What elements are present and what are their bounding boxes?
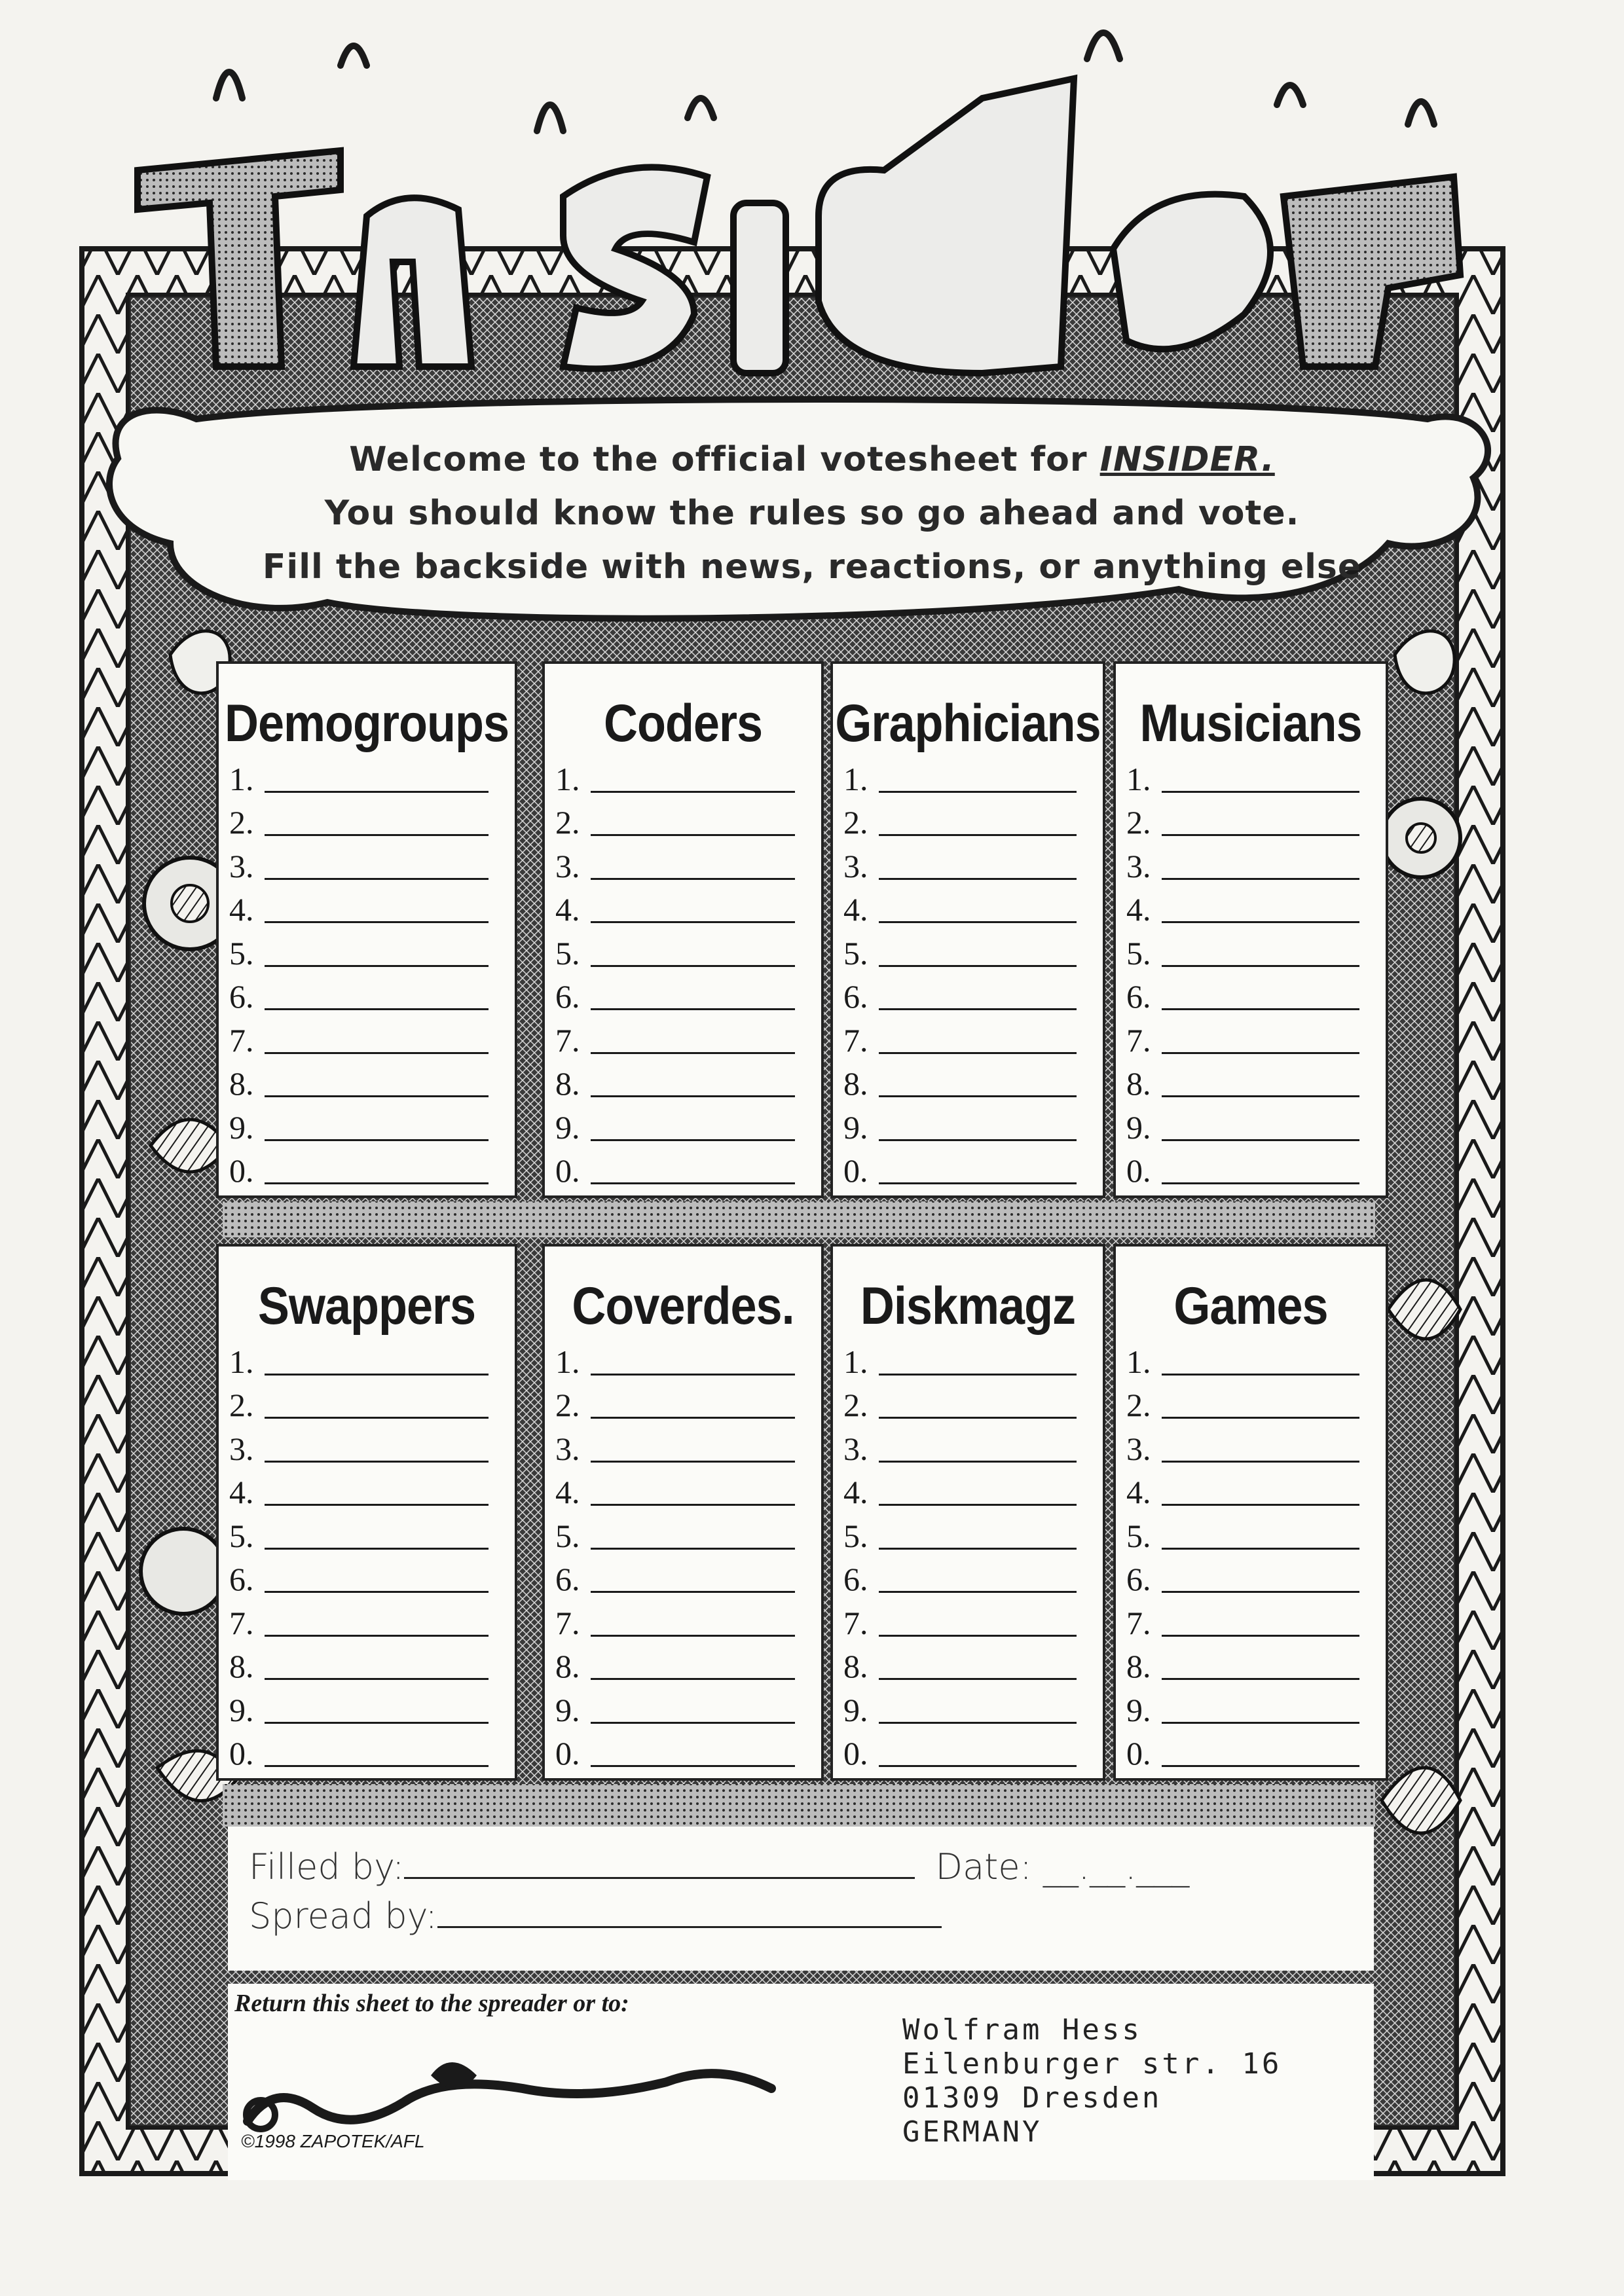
vote-slot[interactable] — [229, 974, 489, 1017]
slot-blank-line[interactable] — [265, 1182, 489, 1184]
slot-number: 0. — [229, 1152, 254, 1189]
vote-slot[interactable] — [843, 1104, 1077, 1148]
slot-blank-line[interactable] — [879, 1765, 1077, 1767]
slot-number: 1. — [1126, 760, 1151, 797]
slot-number: 5. — [1126, 934, 1151, 972]
slot-number: 2. — [843, 804, 868, 841]
address-country: GERMANY — [902, 2115, 1043, 2149]
vote-slot[interactable] — [1126, 1686, 1359, 1730]
slot-blank-line[interactable] — [879, 1182, 1077, 1184]
slot-number: 5. — [843, 934, 868, 972]
vote-slot[interactable] — [229, 886, 489, 930]
vote-slot[interactable] — [843, 1686, 1077, 1730]
copyright-notice: ©1998 ZAPOTEK/AFL — [241, 2131, 425, 2151]
slot-blank-line[interactable] — [879, 1722, 1077, 1724]
slot-blank-line[interactable] — [265, 1052, 489, 1054]
vote-slot[interactable] — [229, 1643, 489, 1687]
slot-number: 0. — [555, 1152, 580, 1189]
slot-blank-line[interactable] — [1162, 878, 1359, 880]
slot-number: 8. — [843, 1648, 868, 1685]
insider-brand-text: INSIDER. — [1099, 440, 1275, 479]
vote-slot[interactable] — [1126, 1338, 1359, 1382]
category-box-coders — [542, 661, 824, 1198]
slot-number: 9. — [555, 1691, 580, 1728]
slot-blank-line[interactable] — [879, 921, 1077, 923]
slot-number: 3. — [555, 847, 580, 884]
slot-blank-line[interactable] — [879, 1461, 1077, 1463]
slot-blank-line[interactable] — [1162, 1182, 1359, 1184]
intro-line-3: Fill the backside with news, reactions, or anything else — [262, 547, 1362, 587]
slot-number: 6. — [843, 978, 868, 1015]
vote-slot[interactable] — [229, 1338, 489, 1382]
vote-slot[interactable] — [555, 843, 795, 886]
vote-slot[interactable] — [229, 1686, 489, 1730]
slot-blank-line[interactable] — [1162, 1417, 1359, 1419]
slot-number: 7. — [229, 1604, 254, 1641]
slot-number: 2. — [843, 1387, 868, 1423]
slot-number: 2. — [229, 804, 254, 841]
intro-line-1-text: Welcome to the official votesheet for — [349, 440, 1100, 479]
slot-number: 4. — [229, 1474, 254, 1510]
vote-slot[interactable] — [843, 1017, 1077, 1061]
slot-number: 8. — [229, 1065, 254, 1102]
vote-slot[interactable] — [1126, 1512, 1359, 1556]
slot-blank-line[interactable] — [591, 1635, 795, 1637]
address-street: Eilenburger str. 16 — [902, 2047, 1282, 2081]
date-label: Date: — [935, 1846, 1032, 1887]
slot-blank-line[interactable] — [591, 1139, 795, 1141]
slot-blank-line[interactable] — [591, 1374, 795, 1376]
intro-line-2: You should know the rules so go ahead and vote. — [324, 494, 1300, 533]
slot-number: 9. — [843, 1691, 868, 1728]
slot-blank-line[interactable] — [265, 1095, 489, 1097]
slot-number: 0. — [229, 1735, 254, 1772]
vote-slot[interactable] — [843, 1599, 1077, 1643]
slot-number: 0. — [843, 1152, 868, 1189]
vote-slot[interactable] — [555, 1512, 795, 1556]
slot-blank-line[interactable] — [591, 1504, 795, 1506]
spread-by-row — [249, 1895, 942, 1937]
slot-blank-line[interactable] — [879, 1095, 1077, 1097]
vote-slot[interactable] — [555, 1061, 795, 1104]
vote-slot[interactable] — [555, 1104, 795, 1148]
slot-blank-line[interactable] — [1162, 921, 1359, 923]
category-box-musicians — [1113, 661, 1388, 1198]
slot-blank-line[interactable] — [265, 834, 489, 836]
vote-slot[interactable] — [1126, 1104, 1359, 1148]
date-field[interactable]: __.__.___ — [1043, 1846, 1190, 1887]
slot-blank-line[interactable] — [879, 878, 1077, 880]
slot-number: 0. — [1126, 1152, 1151, 1189]
slot-blank-line[interactable] — [879, 1052, 1077, 1054]
vote-slot[interactable] — [229, 1148, 489, 1192]
slot-blank-line[interactable] — [1162, 1722, 1359, 1724]
slot-number: 9. — [229, 1108, 254, 1146]
slot-blank-line[interactable] — [265, 791, 489, 793]
vote-slot[interactable] — [555, 886, 795, 930]
vote-slot[interactable] — [1126, 756, 1359, 799]
slot-number: 4. — [1126, 1474, 1151, 1510]
slot-blank-line[interactable] — [591, 1008, 795, 1010]
slot-number: 8. — [1126, 1648, 1151, 1685]
vote-slot[interactable] — [555, 1382, 795, 1426]
slot-number: 5. — [1126, 1517, 1151, 1554]
slot-blank-line[interactable] — [1162, 1591, 1359, 1593]
filled-by-row — [249, 1846, 1189, 1887]
slot-number: 5. — [555, 934, 580, 972]
vote-slot[interactable] — [843, 1643, 1077, 1687]
slot-number: 3. — [555, 1430, 580, 1467]
vote-slot-list — [1126, 1338, 1359, 1774]
slot-number: 2. — [1126, 804, 1151, 841]
slot-blank-line[interactable] — [265, 1635, 489, 1637]
vote-slot[interactable] — [229, 930, 489, 974]
slot-blank-line[interactable] — [591, 1591, 795, 1593]
slot-blank-line[interactable] — [265, 1722, 489, 1724]
slot-number: 9. — [843, 1108, 868, 1146]
vote-slot[interactable] — [843, 974, 1077, 1017]
slot-blank-line[interactable] — [265, 965, 489, 967]
slot-number: 6. — [1126, 1561, 1151, 1597]
slot-blank-line[interactable] — [265, 1548, 489, 1550]
slot-blank-line[interactable] — [591, 1182, 795, 1184]
vote-slot[interactable] — [843, 843, 1077, 886]
signature-form — [228, 1827, 1374, 1971]
slot-number: 3. — [1126, 847, 1151, 884]
slot-number: 4. — [843, 891, 868, 928]
slot-blank-line[interactable] — [265, 1417, 489, 1419]
slot-blank-line[interactable] — [879, 1504, 1077, 1506]
category-box-coverdes — [542, 1244, 824, 1781]
vote-slot[interactable] — [229, 1382, 489, 1426]
slot-number: 8. — [555, 1065, 580, 1102]
filled-by-field[interactable] — [404, 1851, 915, 1879]
slot-number: 1. — [843, 760, 868, 797]
slot-blank-line[interactable] — [1162, 1008, 1359, 1010]
slot-blank-line[interactable] — [1162, 1765, 1359, 1767]
slot-blank-line[interactable] — [591, 965, 795, 967]
vote-slot[interactable] — [1126, 1148, 1359, 1192]
slot-blank-line[interactable] — [1162, 1678, 1359, 1680]
spread-by-field[interactable] — [437, 1900, 942, 1928]
slot-blank-line[interactable] — [265, 1591, 489, 1593]
slot-blank-line[interactable] — [879, 1008, 1077, 1010]
vote-slot-list — [555, 1338, 795, 1774]
slot-number: 9. — [1126, 1108, 1151, 1146]
vote-slot[interactable] — [555, 1338, 795, 1382]
slot-number: 3. — [229, 847, 254, 884]
vote-slot-list — [843, 756, 1077, 1191]
slot-number: 3. — [1126, 1430, 1151, 1467]
vote-slot-list — [555, 756, 795, 1191]
slot-number: 2. — [555, 1387, 580, 1423]
vote-slot[interactable] — [229, 1556, 489, 1600]
slot-blank-line[interactable] — [879, 1417, 1077, 1419]
slot-blank-line[interactable] — [591, 1417, 795, 1419]
category-title: Graphicians — [835, 694, 1101, 753]
category-title: Swappers — [257, 1277, 476, 1336]
slot-blank-line[interactable] — [265, 1504, 489, 1506]
swirl-ornament — [234, 2036, 824, 2141]
category-box-swappers — [216, 1244, 517, 1781]
slot-blank-line[interactable] — [1162, 1374, 1359, 1376]
slot-number: 9. — [1126, 1691, 1151, 1728]
vote-slot[interactable] — [843, 1061, 1077, 1104]
slot-number: 8. — [843, 1065, 868, 1102]
vote-slot[interactable] — [843, 1730, 1077, 1774]
slot-blank-line[interactable] — [265, 878, 489, 880]
slot-number: 4. — [555, 1474, 580, 1510]
slot-number: 3. — [843, 1430, 868, 1467]
address-name: Wolfram Hess — [902, 2013, 1142, 2047]
slot-blank-line[interactable] — [1162, 791, 1359, 793]
slot-number: 7. — [555, 1021, 580, 1059]
slot-blank-line[interactable] — [265, 1461, 489, 1463]
slot-number: 0. — [843, 1735, 868, 1772]
slot-blank-line[interactable] — [879, 1374, 1077, 1376]
vote-slot-list — [229, 756, 489, 1191]
vote-slot[interactable] — [555, 1599, 795, 1643]
vote-slot[interactable] — [843, 1469, 1077, 1513]
vote-slot[interactable] — [1126, 1425, 1359, 1469]
slot-number: 4. — [1126, 891, 1151, 928]
slot-number: 5. — [229, 1517, 254, 1554]
slot-number: 7. — [1126, 1021, 1151, 1059]
slot-number: 9. — [555, 1108, 580, 1146]
slot-number: 6. — [229, 1561, 254, 1597]
vote-slot[interactable] — [555, 1425, 795, 1469]
slot-blank-line[interactable] — [591, 1722, 795, 1724]
slot-number: 5. — [229, 934, 254, 972]
slot-number: 6. — [555, 978, 580, 1015]
return-address — [902, 2013, 1282, 2149]
category-box-demogroups — [216, 661, 517, 1198]
vote-slot[interactable] — [555, 799, 795, 843]
slot-blank-line[interactable] — [1162, 834, 1359, 836]
slot-blank-line[interactable] — [591, 1678, 795, 1680]
category-title: Demogroups — [224, 694, 509, 753]
slot-number: 1. — [555, 1343, 580, 1380]
vote-slot[interactable] — [229, 1599, 489, 1643]
slot-blank-line[interactable] — [1162, 1548, 1359, 1550]
slot-blank-line[interactable] — [1162, 1461, 1359, 1463]
slot-blank-line[interactable] — [879, 1139, 1077, 1141]
slot-blank-line[interactable] — [879, 791, 1077, 793]
vote-slot[interactable] — [229, 1730, 489, 1774]
category-title: Games — [1173, 1277, 1328, 1336]
vote-slot-list — [843, 1338, 1077, 1774]
vote-slot[interactable] — [555, 1148, 795, 1192]
category-title: Coverdes. — [572, 1277, 794, 1336]
vote-slot[interactable] — [843, 1338, 1077, 1382]
vote-slot[interactable] — [843, 1425, 1077, 1469]
vote-slot[interactable] — [1126, 886, 1359, 930]
vote-slot[interactable] — [1126, 1382, 1359, 1426]
slot-number: 3. — [843, 847, 868, 884]
slot-blank-line[interactable] — [1162, 1504, 1359, 1506]
slot-number: 1. — [229, 760, 254, 797]
slot-blank-line[interactable] — [879, 965, 1077, 967]
slot-number: 1. — [1126, 1343, 1151, 1380]
vote-slot[interactable] — [843, 1556, 1077, 1600]
slot-number: 7. — [843, 1021, 868, 1059]
return-section — [228, 1984, 1374, 2180]
vote-slot[interactable] — [555, 1730, 795, 1774]
vote-slot[interactable] — [229, 799, 489, 843]
vote-slot[interactable] — [555, 1643, 795, 1687]
slot-blank-line[interactable] — [591, 1095, 795, 1097]
slot-blank-line[interactable] — [265, 1374, 489, 1376]
category-title: Diskmagz — [860, 1277, 1076, 1336]
vote-slot[interactable] — [229, 843, 489, 886]
category-title: Coders — [603, 694, 763, 753]
slot-blank-line[interactable] — [265, 1008, 489, 1010]
slot-number: 8. — [229, 1648, 254, 1685]
spread-by-label: Spread by: — [249, 1895, 437, 1937]
vote-slot[interactable] — [1126, 1730, 1359, 1774]
slot-number: 4. — [843, 1474, 868, 1510]
vote-slot[interactable] — [1126, 1556, 1359, 1600]
slot-blank-line[interactable] — [591, 1461, 795, 1463]
vote-slot[interactable] — [1126, 799, 1359, 843]
vote-slot-list — [1126, 756, 1359, 1191]
slot-number: 7. — [229, 1021, 254, 1059]
slot-blank-line[interactable] — [591, 878, 795, 880]
vote-slot[interactable] — [843, 1382, 1077, 1426]
vote-slot[interactable] — [555, 756, 795, 799]
slot-number: 6. — [843, 1561, 868, 1597]
slot-blank-line[interactable] — [879, 1635, 1077, 1637]
slot-blank-line[interactable] — [1162, 1635, 1359, 1637]
slot-number: 6. — [555, 1561, 580, 1597]
slot-number: 1. — [555, 760, 580, 797]
slot-number: 0. — [1126, 1735, 1151, 1772]
slot-number: 6. — [1126, 978, 1151, 1015]
category-box-graphicians — [830, 661, 1105, 1198]
slot-number: 2. — [555, 804, 580, 841]
filled-by-label: Filled by: — [249, 1846, 405, 1887]
vote-slot[interactable] — [1126, 1469, 1359, 1513]
vote-slot[interactable] — [229, 1061, 489, 1104]
vote-slot[interactable] — [229, 1469, 489, 1513]
vote-slot[interactable] — [229, 1425, 489, 1469]
slot-blank-line[interactable] — [591, 791, 795, 793]
vote-slot[interactable] — [555, 1469, 795, 1513]
vote-slot[interactable] — [229, 1104, 489, 1148]
slot-blank-line[interactable] — [265, 1678, 489, 1680]
slot-blank-line[interactable] — [591, 834, 795, 836]
vote-slot[interactable] — [555, 930, 795, 974]
slot-number: 8. — [555, 1648, 580, 1685]
slot-blank-line[interactable] — [591, 1052, 795, 1054]
vote-slot-list — [229, 1338, 489, 1774]
return-label: Return this sheet to the spreader or to: — [234, 1990, 629, 2017]
slot-number: 7. — [555, 1604, 580, 1641]
slot-number: 1. — [229, 1343, 254, 1380]
slot-number: 5. — [555, 1517, 580, 1554]
vote-slot[interactable] — [843, 1512, 1077, 1556]
intro-line-1 — [249, 440, 1375, 479]
vote-slot[interactable] — [1126, 930, 1359, 974]
slot-number: 8. — [1126, 1065, 1151, 1102]
vote-slot[interactable] — [1126, 1643, 1359, 1687]
vote-slot[interactable] — [843, 799, 1077, 843]
address-city: 01309 Dresden — [902, 2081, 1162, 2115]
slot-number: 7. — [843, 1604, 868, 1641]
slot-blank-line[interactable] — [1162, 1139, 1359, 1141]
slot-number: 0. — [555, 1735, 580, 1772]
slot-blank-line[interactable] — [265, 1765, 489, 1767]
vote-slot[interactable] — [843, 1148, 1077, 1192]
slot-number: 6. — [229, 978, 254, 1015]
vote-slot[interactable] — [555, 1556, 795, 1600]
slot-blank-line[interactable] — [1162, 1095, 1359, 1097]
vote-slot[interactable] — [1126, 843, 1359, 886]
slot-blank-line[interactable] — [879, 1548, 1077, 1550]
vote-slot[interactable] — [555, 974, 795, 1017]
vote-slot[interactable] — [1126, 1599, 1359, 1643]
vote-slot[interactable] — [229, 756, 489, 799]
category-box-games — [1113, 1244, 1388, 1781]
vote-slot[interactable] — [843, 756, 1077, 799]
slot-blank-line[interactable] — [879, 1678, 1077, 1680]
vote-slot[interactable] — [843, 886, 1077, 930]
slot-blank-line[interactable] — [265, 921, 489, 923]
slot-blank-line[interactable] — [1162, 1052, 1359, 1054]
slot-number: 4. — [555, 891, 580, 928]
slot-number: 7. — [1126, 1604, 1151, 1641]
slot-number: 2. — [229, 1387, 254, 1423]
vote-slot[interactable] — [1126, 1061, 1359, 1104]
vote-slot[interactable] — [229, 1017, 489, 1061]
slot-blank-line[interactable] — [591, 1548, 795, 1550]
vote-slot[interactable] — [555, 1686, 795, 1730]
slot-blank-line[interactable] — [879, 1591, 1077, 1593]
slot-number: 4. — [229, 891, 254, 928]
category-title: Musicians — [1139, 694, 1362, 753]
slot-blank-line[interactable] — [591, 921, 795, 923]
category-box-diskmagz — [830, 1244, 1105, 1781]
vote-slot[interactable] — [555, 1017, 795, 1061]
slot-number: 5. — [843, 1517, 868, 1554]
slot-blank-line[interactable] — [591, 1765, 795, 1767]
vote-slot[interactable] — [229, 1512, 489, 1556]
slot-number: 2. — [1126, 1387, 1151, 1423]
vote-slot[interactable] — [1126, 974, 1359, 1017]
vote-slot[interactable] — [1126, 1017, 1359, 1061]
slot-number: 1. — [843, 1343, 868, 1380]
slot-number: 9. — [229, 1691, 254, 1728]
slot-blank-line[interactable] — [879, 834, 1077, 836]
slot-number: 3. — [229, 1430, 254, 1467]
vote-slot[interactable] — [843, 930, 1077, 974]
slot-blank-line[interactable] — [1162, 965, 1359, 967]
slot-blank-line[interactable] — [265, 1139, 489, 1141]
